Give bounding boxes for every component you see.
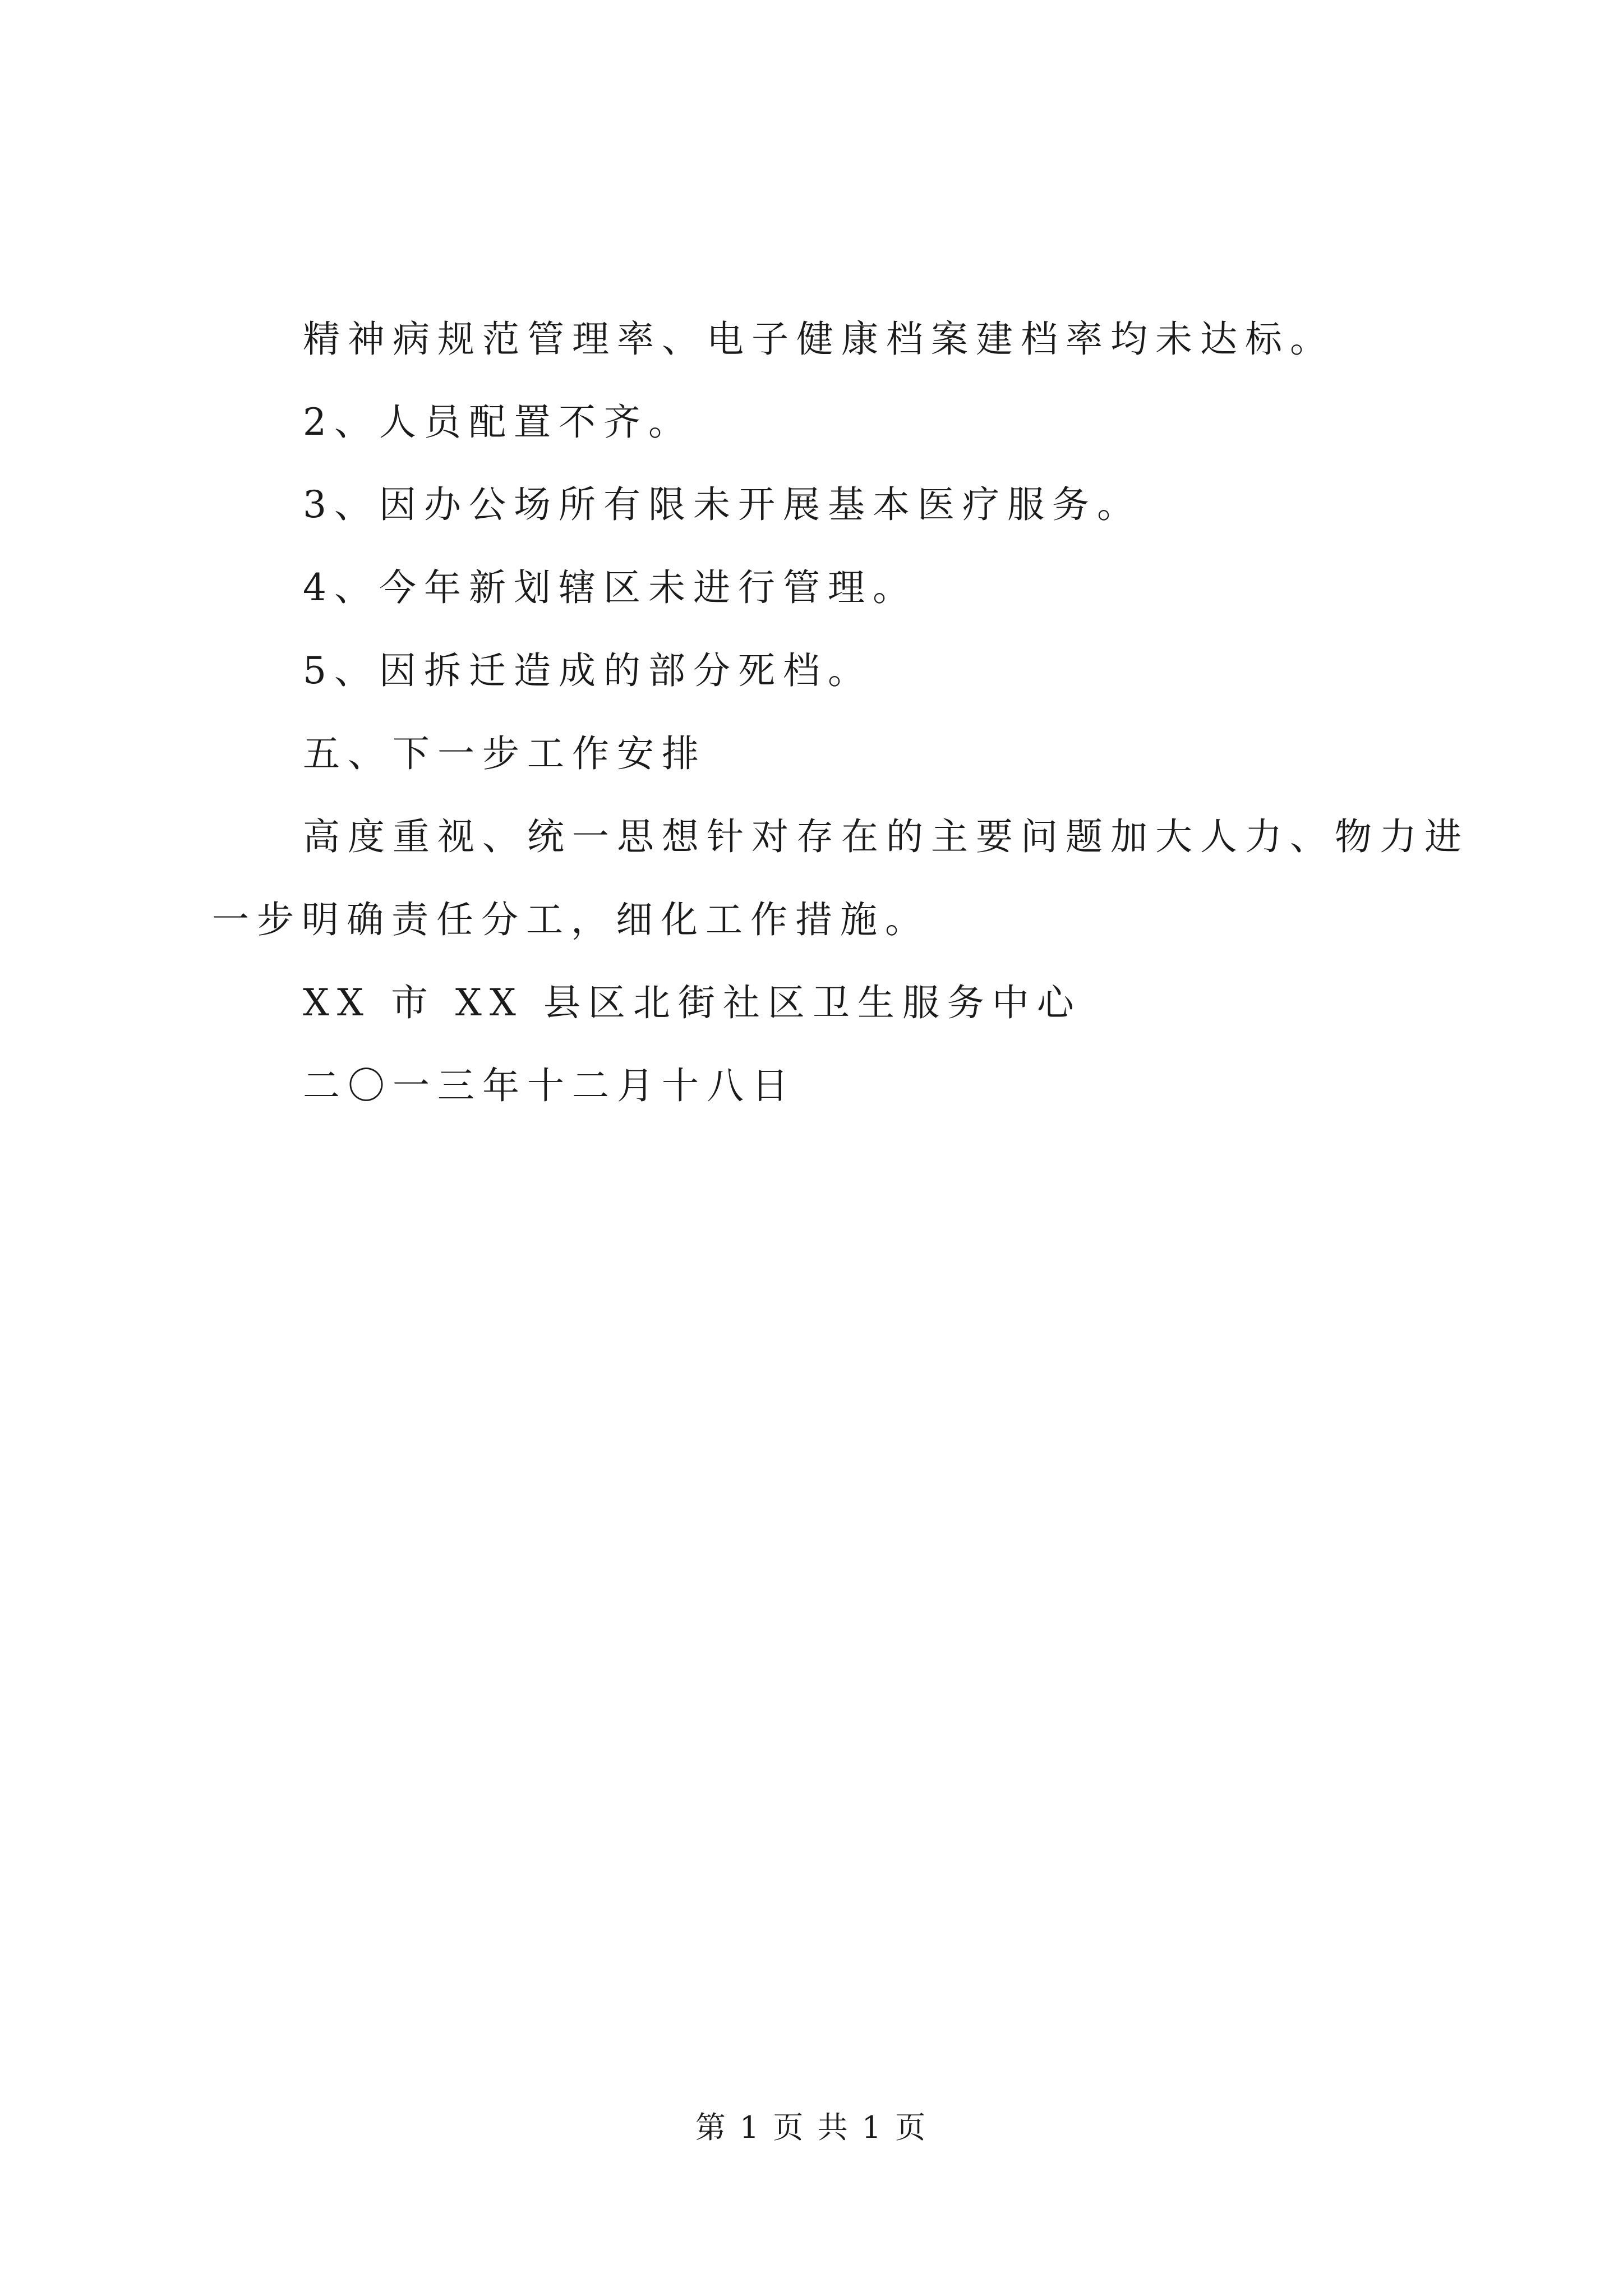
- paragraph-line-1: 精神病规范管理率、电子健康档案建档率均未达标。: [303, 318, 1335, 361]
- page-footer: 第 1 页 共 1 页: [695, 2110, 928, 2145]
- list-item-2: 2、人员配置不齐。: [303, 401, 693, 444]
- paragraph-line-first: 高度重视、统一思想针对存在的主要问题加大人力、物力进: [303, 815, 1469, 858]
- signature-organization: XX 市 XX 县区北街社区卫生服务中心: [303, 981, 1082, 1024]
- list-item-3: 3、因办公场所有限未开展基本医疗服务。: [303, 483, 1142, 526]
- section-heading: 五、下一步工作安排: [303, 732, 707, 775]
- list-item-4: 4、今年新划辖区未进行管理。: [303, 566, 917, 609]
- list-item-5: 5、因拆迁造成的部分死档。: [303, 649, 873, 692]
- paragraph-line-continued: 一步明确责任分工，细化工作措施。: [212, 898, 930, 941]
- signature-date: 二〇一三年十二月十八日: [303, 1064, 796, 1107]
